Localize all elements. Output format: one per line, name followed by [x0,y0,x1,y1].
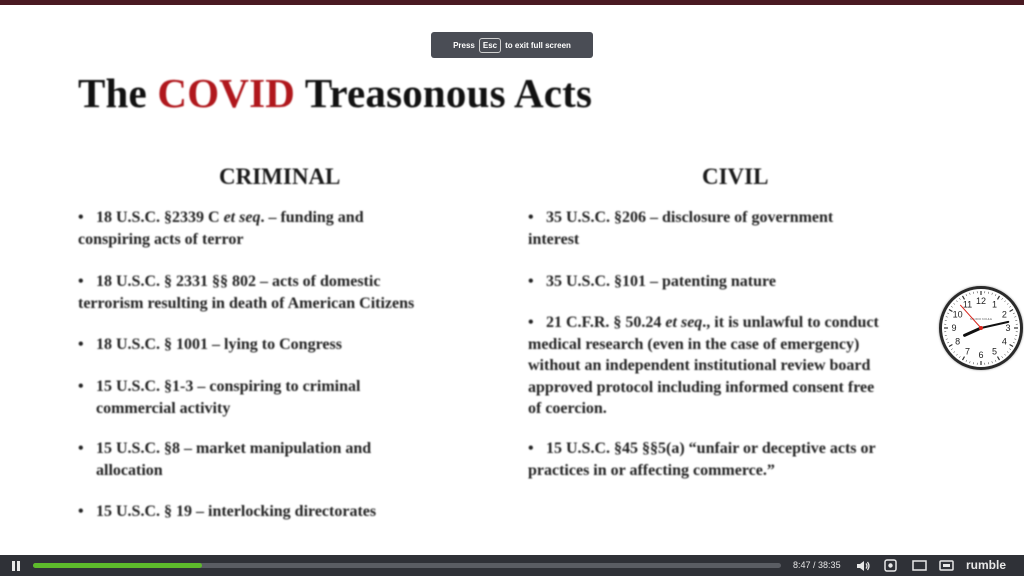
clock-widget [939,286,1023,370]
clock-tick [1007,303,1008,304]
clock-tick [970,293,971,295]
clock-tick [1014,317,1016,318]
clock-tick [970,361,971,363]
clock-tick [1014,339,1016,340]
list-item: • 21 C.F.R. § 50.24 et seq., it is unlawful to conduct medical research (even in the case of emergency) without an independent institutional review board approved protocol including informed consent free of coercion. [528,314,879,417]
list-item: • 35 U.S.C. §101 – patenting nature [528,273,776,290]
clock-tick [1010,345,1013,347]
clock-tick [992,293,993,295]
clock-numeral: 8 [955,336,961,347]
clock-tick [954,303,955,304]
clock-tick [947,313,949,314]
clock-numeral: 2 [1001,309,1007,320]
clock-face [942,289,1020,367]
speaker-icon [856,560,871,572]
clock-numeral: 4 [1001,336,1007,347]
clock-tick [1013,342,1015,343]
clock-tick [1013,313,1015,314]
clock-tick [1010,310,1013,312]
clock-tick [949,345,952,347]
progress-fill [33,563,202,568]
clock-label: STUDIO KOHLE [969,317,993,321]
title-highlight: COVID [157,70,296,116]
list-item: • 15 U.S.C. § 19 – interlocking directorates [78,503,377,520]
current-time: 8:47 [793,560,811,570]
clock-tick [959,298,960,300]
clock-tick [947,342,949,343]
clock-tick [1004,301,1005,302]
clock-tick [956,301,957,302]
gear-icon [884,559,897,572]
list-item: • 35 U.S.C. §206 – disclosure of government interest [528,209,834,248]
rumble-logo[interactable]: rumble [966,558,1007,572]
list-item: • 15 U.S.C. §8 – market manipulation and allocation [78,440,372,479]
clock-tick [966,360,967,362]
clock-tick [995,360,996,362]
clock-tick [998,296,1000,299]
clock-tick [1002,298,1003,300]
clock-tick [1007,351,1008,352]
list-item: • 15 U.S.C. §1-3 – conspiring to criminal commercial activity [78,378,361,417]
clock-tick [966,294,967,296]
clock-tick [954,351,955,352]
clock-tick [956,354,957,355]
clock-numeral: 5 [991,346,998,357]
theater-mode-button[interactable] [909,555,929,576]
clock-tick [992,361,993,363]
clock-hour-hand [965,328,981,335]
fullscreen-exit-icon [939,560,954,571]
clock-tick [946,317,948,318]
clock-numeral: 10 [952,309,963,320]
clock-numeral: 12 [975,296,987,306]
clock-tick [1009,306,1011,307]
video-frame[interactable] [0,5,1024,555]
esc-key: Esc [479,38,501,53]
clock-numeral: 3 [1005,323,1011,333]
pause-icon [10,560,22,572]
clock-numeral: 6 [978,350,984,360]
clock-tick [951,349,953,350]
fullscreen-hint: Press Esc to exit full screen [431,32,593,58]
clock-tick [1004,354,1005,355]
slide-title: The COVID Treasonous Acts [78,70,593,116]
clock-tick [951,306,953,307]
time-display: 8:47 / 38:35 [793,560,841,570]
clock-tick [946,339,948,340]
clock-numeral: 9 [951,323,957,333]
pause-button[interactable] [6,555,26,576]
settings-button[interactable] [881,555,899,576]
clock-tick [1002,356,1003,358]
list-item: • 18 U.S.C. §2339 C et seq. – funding and conspiring acts of terror [78,209,364,248]
clock-tick [959,356,960,358]
list-item: • 18 U.S.C. § 1001 – lying to Congress [78,336,342,353]
fullscreen-button[interactable] [936,555,956,576]
theater-icon [912,560,927,571]
progress-bar[interactable] [33,563,781,568]
clock-numeral: 11 [962,299,973,310]
clock-center [979,326,983,330]
duration: 38:35 [818,560,841,570]
clock-tick [963,357,965,360]
clock-tick [1009,349,1011,350]
list-item: • 18 U.S.C. § 2331 §§ 802 – acts of domestic terrorism resulting in death of American Citizens [78,273,415,312]
player-controls [0,555,1024,576]
clock-numeral: 1 [991,299,998,310]
clock-numeral: 7 [964,346,971,357]
clock-tick [998,357,1000,360]
clock-minute-hand [981,322,1008,328]
volume-button[interactable] [854,555,872,576]
criminal-heading: CRIMINAL [219,164,341,189]
clock-tick [995,294,996,296]
list-item: • 15 U.S.C. §45 §§5(a) “unfair or deceptive acts or practices in or affecting commerce.” [528,440,876,479]
civil-heading: CIVIL [702,164,769,189]
